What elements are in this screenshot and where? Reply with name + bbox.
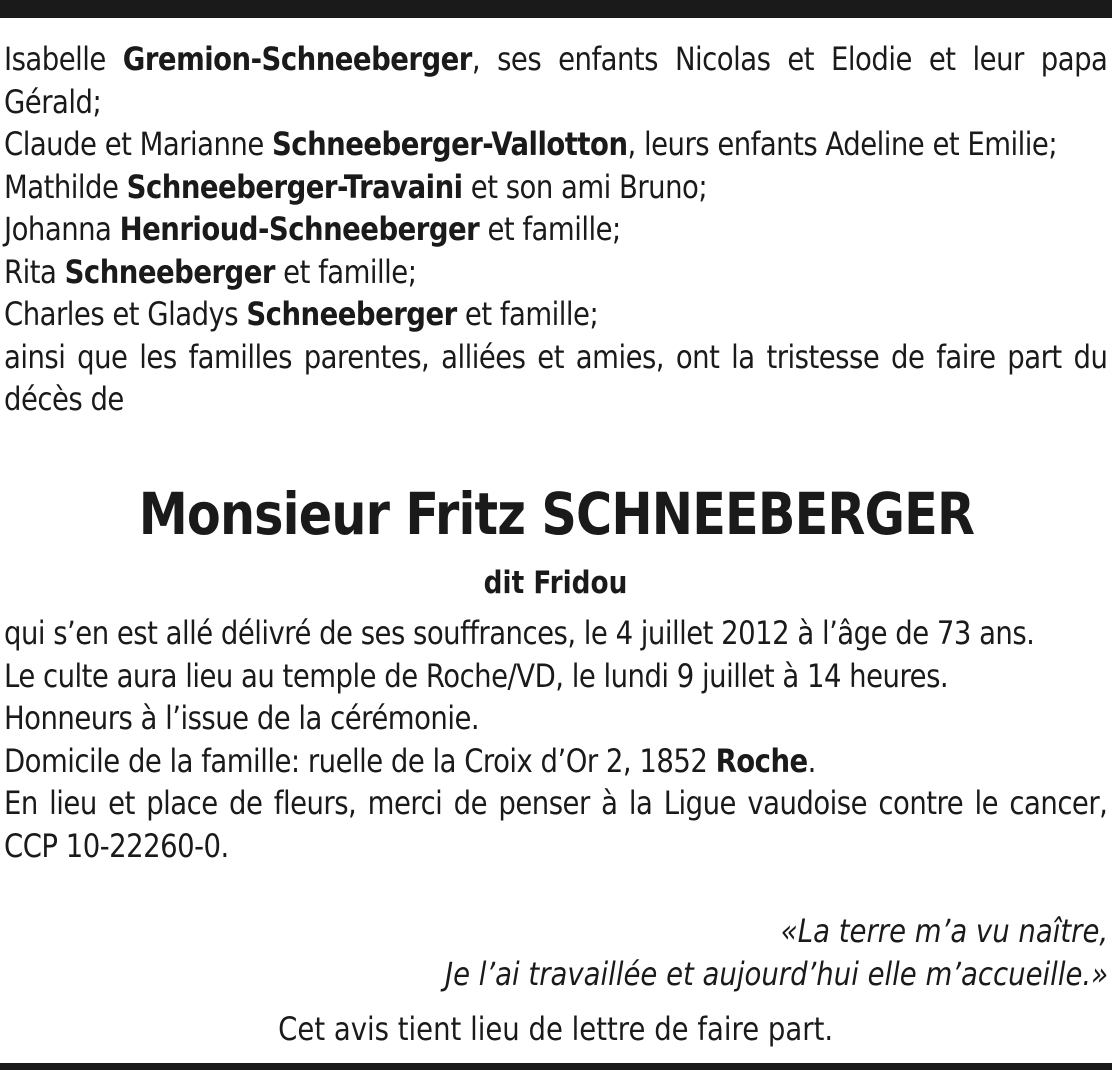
passing-text: qui s’en est allé délivré de ses souffrances, le 4 juillet 2012 à l’âge de 73 ans. [4, 614, 1035, 652]
family-line-text: Rita [4, 252, 65, 291]
deceased-heading [0, 472, 1112, 556]
top-border-rule [0, 0, 1112, 18]
quote-line-2: Je l’ai travaillée et aujourd’hui elle m’accueille.» [444, 954, 1108, 993]
family-line-5 [4, 251, 1107, 294]
bottom-border-rule [0, 1063, 1112, 1070]
family-line-6 [4, 293, 1107, 336]
family-list [4, 38, 1107, 421]
epitaph-quote [337, 910, 1108, 995]
deceased-name: Monsieur Fritz SCHNEEBERGER [138, 480, 974, 548]
domicile-address: Domicile de la famille: ruelle de la Croix d’Or 2, 1852 [4, 741, 716, 780]
family-line-4 [4, 208, 1107, 251]
family-line-text: et famille; [274, 252, 417, 291]
service-details [4, 612, 1107, 867]
domicile-period: . [807, 741, 816, 780]
donation-text: En lieu et place de fleurs, merci de penser à la Ligue vaudoise contre le cancer, CCP 10-22260-0. [4, 784, 1108, 865]
family-surname: Gremion-Schneeberger [122, 40, 472, 78]
family-surname: Henrioud-Schneeberger [119, 210, 480, 248]
family-surname: Schneeberger-Vallotton [271, 125, 628, 163]
family-line-text: et famille; [456, 295, 599, 333]
family-line-text: et famille; [479, 210, 621, 248]
family-line-1 [4, 38, 1107, 123]
announcement-text: ainsi que les familles parentes, alliées et amies, ont la tristesse de faire part du décès de [4, 337, 1108, 418]
family-line-text: Johanna [4, 210, 120, 248]
family-line-2 [4, 123, 1107, 166]
family-line-text: et son ami Bruno; [462, 167, 708, 206]
family-surname: Schneeberger [64, 252, 275, 291]
quote-line-1: «La terre m’a vu naître, [780, 912, 1108, 950]
family-line-text: , ses enfants Nicolas et Elodie et leur papa Gérald; [4, 40, 1108, 121]
family-line-text: Claude et Marianne [4, 125, 272, 163]
domicile-town: Roche [715, 741, 808, 780]
family-line-text: Charles et Gladys [4, 295, 247, 333]
family-line-text: Isabelle [4, 40, 123, 78]
deceased-nickname-row [0, 560, 1112, 606]
family-surname: Schneeberger-Travaini [126, 167, 463, 206]
family-line-text: , leurs enfants Adeline et Emilie; [627, 125, 1058, 163]
closing-note [0, 1008, 1112, 1050]
domicile-text [4, 740, 1107, 783]
family-surname: Schneeberger [246, 295, 457, 333]
closing-text: Cet avis tient lieu de lettre de faire part. [278, 1010, 834, 1048]
deceased-nickname: dit Fridou [484, 565, 628, 601]
service-text: Le culte aura lieu au temple de Roche/VD, le lundi 9 juillet à 14 heures. [4, 656, 949, 695]
honours-text: Honneurs à l’issue de la cérémonie. [4, 699, 480, 737]
family-line-text: Mathilde [4, 167, 127, 206]
family-line-3 [4, 166, 1107, 209]
